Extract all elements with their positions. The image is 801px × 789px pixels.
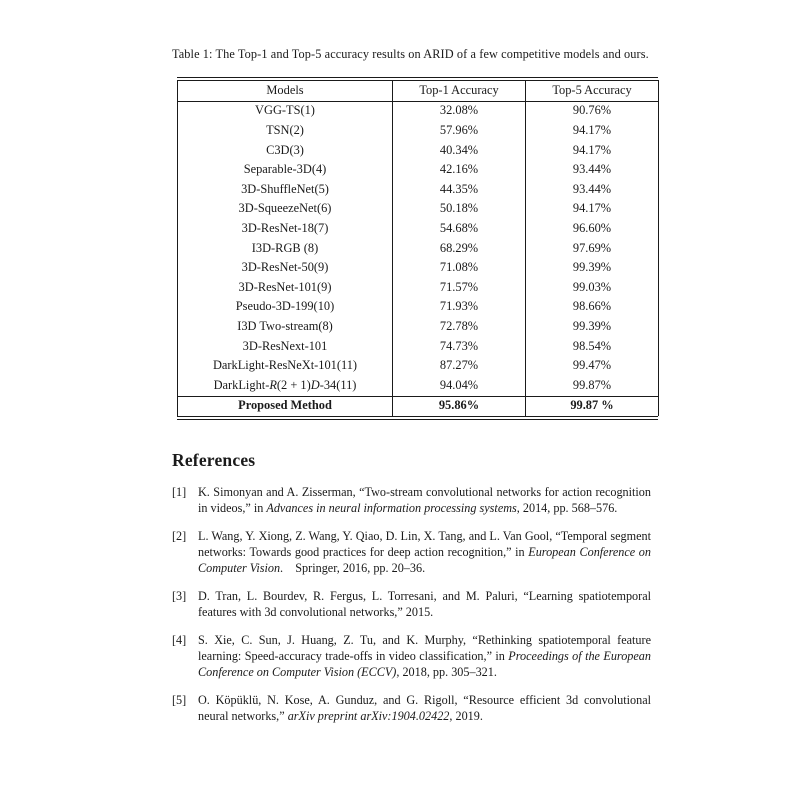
cell-top1: 40.34% bbox=[393, 141, 526, 161]
cell-top5-proposed: 99.87 % bbox=[526, 396, 659, 416]
reference-text-part: arXiv preprint arXiv:1904.02422 bbox=[287, 709, 450, 724]
table-row-proposed-method bbox=[178, 396, 659, 416]
cell-model: I3D Two-stream(8) bbox=[178, 317, 393, 337]
reference-entry bbox=[172, 588, 651, 621]
cell-top1: 42.16% bbox=[393, 160, 526, 180]
column-header-top1: Top-1 Accuracy bbox=[393, 81, 526, 102]
table-row bbox=[178, 200, 659, 220]
cell-top5: 93.44% bbox=[526, 160, 659, 180]
reference-text-part: , 2018, pp. 305–321. bbox=[396, 665, 497, 680]
reference-entry bbox=[172, 484, 651, 517]
reference-number: [5] bbox=[172, 692, 187, 707]
cell-top1: 57.96% bbox=[393, 121, 526, 141]
reference-entry bbox=[172, 528, 651, 577]
cell-model: C3D(3) bbox=[178, 141, 393, 161]
table-body bbox=[178, 101, 659, 416]
reference-number: [2] bbox=[172, 528, 187, 543]
column-header-top5: Top-5 Accuracy bbox=[526, 81, 659, 102]
reference-number: [3] bbox=[172, 588, 187, 603]
cell-top5: 99.87% bbox=[526, 376, 659, 396]
cell-top5: 96.60% bbox=[526, 219, 659, 239]
cell-model: VGG-TS(1) bbox=[178, 101, 393, 121]
reference-text-part: K. Simonyan and A. Zisserman, “Two-stream convolutional networks for action recognition in videos,” in bbox=[198, 484, 651, 516]
reference-text-part: , 2014, pp. 568–576. bbox=[516, 501, 618, 516]
table-row bbox=[178, 101, 659, 121]
cell-top1: 87.27% bbox=[393, 356, 526, 376]
cell-top5: 99.39% bbox=[526, 258, 659, 278]
reference-entry bbox=[172, 692, 651, 725]
cell-top1: 68.29% bbox=[393, 239, 526, 259]
table-bottom-rule bbox=[177, 416, 658, 420]
cell-model: Pseudo-3D-199(10) bbox=[178, 298, 393, 318]
cell-top1-proposed: 95.86% bbox=[393, 396, 526, 416]
cell-model: 3D-ResNet-101(9) bbox=[178, 278, 393, 298]
cell-model: 3D-ShuffleNet(5) bbox=[178, 180, 393, 200]
cell-model: 3D-ResNet-18(7) bbox=[178, 219, 393, 239]
cell-top5: 94.17% bbox=[526, 200, 659, 220]
cell-model: DarkLight-R(2 + 1)D-34(11) bbox=[178, 376, 393, 396]
table-row bbox=[178, 298, 659, 318]
reference-text bbox=[198, 485, 651, 515]
table-caption: Table 1: The Top-1 and Top-5 accuracy results on ARID of a few competitive models and ours. bbox=[172, 47, 649, 61]
table-row bbox=[178, 239, 659, 259]
cell-model: DarkLight-ResNeXt-101(11) bbox=[178, 356, 393, 376]
cell-top5: 99.39% bbox=[526, 317, 659, 337]
cell-top1: 32.08% bbox=[393, 101, 526, 121]
cell-top1: 71.57% bbox=[393, 278, 526, 298]
table-row bbox=[178, 337, 659, 357]
cell-top5: 98.66% bbox=[526, 298, 659, 318]
reference-text-part: O. Köpüklü, N. Kose, A. Gunduz, and G. Rigoll, “Resource efficient 3d convolutional neural networks,” bbox=[198, 692, 651, 724]
cell-top5: 93.44% bbox=[526, 180, 659, 200]
cell-model-proposed: Proposed Method bbox=[178, 396, 393, 416]
cell-top1: 54.68% bbox=[393, 219, 526, 239]
cell-top1: 74.73% bbox=[393, 337, 526, 357]
references-heading: References bbox=[172, 449, 256, 470]
table-row bbox=[178, 160, 659, 180]
reference-text bbox=[198, 529, 651, 576]
column-header-models: Models bbox=[178, 81, 393, 102]
table-row bbox=[178, 356, 659, 376]
cell-model: 3D-ResNet-50(9) bbox=[178, 258, 393, 278]
cell-top1: 72.78% bbox=[393, 317, 526, 337]
reference-text-part: , 2019. bbox=[449, 709, 483, 724]
table-row bbox=[178, 258, 659, 278]
cell-top1: 71.93% bbox=[393, 298, 526, 318]
reference-number: [1] bbox=[172, 484, 187, 499]
reference-text-part: . Springer, 2016, pp. 20–36. bbox=[280, 561, 426, 576]
cell-top1: 94.04% bbox=[393, 376, 526, 396]
reference-text bbox=[198, 633, 651, 680]
reference-entry bbox=[172, 632, 651, 681]
reference-text-part: European Conference on Computer Vision bbox=[198, 544, 651, 576]
table-header-row bbox=[178, 81, 659, 102]
cell-top5: 90.76% bbox=[526, 101, 659, 121]
table-row bbox=[178, 180, 659, 200]
reference-text-part: Proceedings of the European Conference on Computer Vision (ECCV) bbox=[198, 648, 651, 680]
reference-number: [4] bbox=[172, 632, 187, 647]
results-table bbox=[177, 80, 659, 416]
table-row bbox=[178, 141, 659, 161]
cell-top5: 97.69% bbox=[526, 239, 659, 259]
reference-text bbox=[198, 693, 651, 723]
cell-top5: 99.03% bbox=[526, 278, 659, 298]
table-row bbox=[178, 278, 659, 298]
table-row bbox=[178, 317, 659, 337]
table-row bbox=[178, 219, 659, 239]
reference-text-part: Advances in neural information processing systems bbox=[266, 501, 517, 516]
cell-top1: 44.35% bbox=[393, 180, 526, 200]
cell-top5: 94.17% bbox=[526, 141, 659, 161]
reference-text-part: S. Xie, C. Sun, J. Huang, Z. Tu, and K. Murphy, “Rethinking spatiotemporal feature learning: Speed-accuracy trade-offs in video classification,” in bbox=[198, 632, 651, 663]
table-row bbox=[178, 121, 659, 141]
reference-text-part: L. Wang, Y. Xiong, Z. Wang, Y. Qiao, D. Lin, X. Tang, and L. Van Gool, “Temporal segment networks: Towards good practices for deep action recognition,” in bbox=[198, 528, 651, 559]
cell-model: TSN(2) bbox=[178, 121, 393, 141]
reference-text-part: D. Tran, L. Bourdev, R. Fergus, L. Torresani, and M. Paluri, “Learning spatiotemporal features with 3d convolutional networks,” 2015. bbox=[198, 588, 651, 620]
cell-top1: 71.08% bbox=[393, 258, 526, 278]
table-row bbox=[178, 376, 659, 396]
cell-top5: 98.54% bbox=[526, 337, 659, 357]
cell-top5: 94.17% bbox=[526, 121, 659, 141]
results-table-frame bbox=[177, 77, 658, 416]
cell-model: Separable-3D(4) bbox=[178, 160, 393, 180]
cell-model: 3D-SqueezeNet(6) bbox=[178, 200, 393, 220]
reference-text bbox=[198, 589, 651, 619]
cell-top1: 50.18% bbox=[393, 200, 526, 220]
references-list bbox=[172, 484, 651, 725]
cell-model: I3D-RGB (8) bbox=[178, 239, 393, 259]
cell-top5: 99.47% bbox=[526, 356, 659, 376]
cell-model: 3D-ResNext-101 bbox=[178, 337, 393, 357]
